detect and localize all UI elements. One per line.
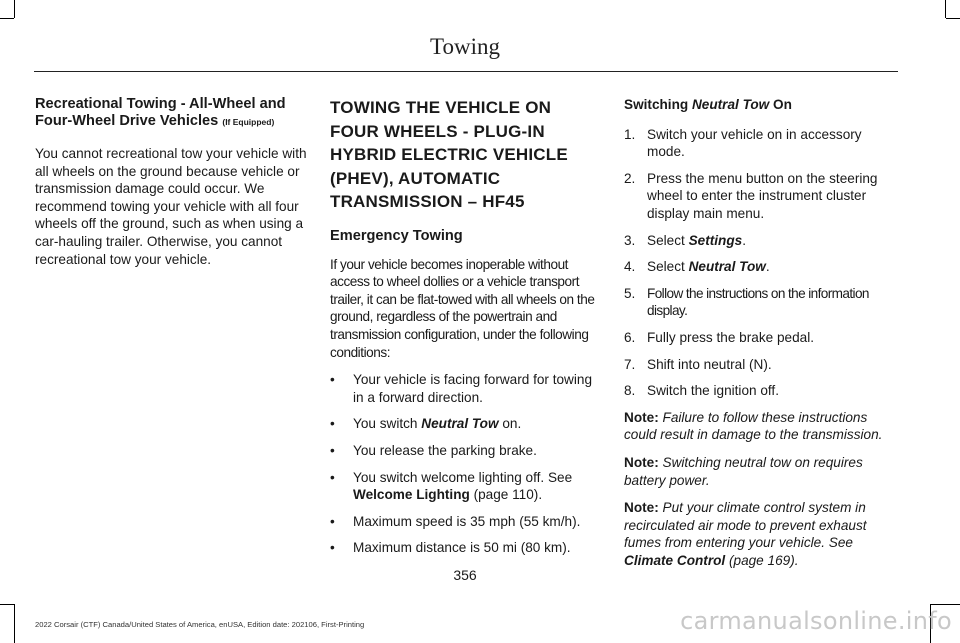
page-header-title: Towing xyxy=(430,34,500,59)
page-reference: (page 169). xyxy=(725,552,799,568)
step-item xyxy=(624,258,896,276)
note-text: Put your climate control system in recirculated air mode to prevent exhaust fumes from entering your vehicle. See xyxy=(624,500,867,551)
list-item-text: Your vehicle is facing forward for towing in a forward direction. xyxy=(353,372,593,405)
step-number: 4. xyxy=(624,259,636,275)
note-text: Switching neutral tow on requires battery power. xyxy=(624,454,863,488)
step-text: Select xyxy=(647,259,689,275)
bullet-icon: • xyxy=(330,540,335,556)
heading-emphasis: Neutral Tow xyxy=(691,97,770,112)
body-paragraph: You cannot recreational tow your vehicle with all wheels on the ground because vehicle or transmission damage could occur. We recommend towing your vehicle with all four wheels off the ground, such as when using a car-hauling trailer. Otherwise, you cannot recreational tow your vehicle. xyxy=(35,146,307,267)
main-heading: TOWING THE VEHICLE ON FOUR WHEELS - PLUG-IN HYBRID ELECTRIC VEHICLE (PHEV), AUTOMATIC TRANSMISSION – HF45 xyxy=(330,98,568,212)
step-item xyxy=(624,126,896,161)
step-number: 3. xyxy=(624,232,636,248)
step-item xyxy=(624,382,896,400)
crop-mark xyxy=(930,604,960,605)
column-left xyxy=(35,96,307,278)
list-item xyxy=(330,513,602,531)
section-heading-text: Recreational Towing - All-Wheel and Four-Wheel Drive Vehicles xyxy=(35,96,286,129)
note-label: Note: xyxy=(624,409,659,425)
bullet-icon: • xyxy=(330,469,335,485)
settings-term: Settings xyxy=(688,232,743,248)
step-number: 7. xyxy=(624,356,636,372)
if-equipped-label: (If Equipped) xyxy=(222,117,275,127)
bullet-icon: • xyxy=(330,513,335,529)
step-number: 1. xyxy=(624,126,636,142)
column-middle xyxy=(330,96,602,566)
crop-mark xyxy=(0,18,14,19)
note-label: Note: xyxy=(624,500,659,516)
subheading-emergency-towing: Emergency Towing xyxy=(330,227,463,244)
step-item xyxy=(624,170,896,223)
list-item-text: You switch welcome lighting off. See xyxy=(353,469,573,485)
page-reference: (page 110). xyxy=(469,487,543,503)
header-divider xyxy=(34,71,898,72)
neutral-tow-term: Neutral Tow xyxy=(688,259,766,275)
watermark: carmanualsonline.info xyxy=(680,607,952,635)
list-item-text: Maximum speed is 35 mph (55 km/h). xyxy=(353,513,581,529)
list-item xyxy=(330,469,602,504)
crop-mark xyxy=(946,18,960,19)
note-paragraph xyxy=(624,454,896,489)
step-text: Follow the instructions on the information display. xyxy=(647,285,869,319)
step-item xyxy=(624,356,896,374)
neutral-tow-term: Neutral Tow xyxy=(421,416,499,432)
edition-footer: 2022 Corsair (CTF) Canada/United States of America, enUSA, Edition date: 202106, First-Printing xyxy=(35,620,365,629)
crop-mark xyxy=(14,604,15,643)
list-item xyxy=(330,371,602,406)
column-right xyxy=(624,96,896,579)
step-text: Fully press the brake pedal. xyxy=(647,329,814,345)
steps-list xyxy=(624,126,896,400)
bullet-icon: • xyxy=(330,416,335,432)
step-item xyxy=(624,285,896,320)
step-text: Shift into neutral (N). xyxy=(647,356,772,372)
crop-mark xyxy=(945,0,946,18)
list-item-text: You switch xyxy=(353,416,422,432)
heading-text: On xyxy=(769,97,792,112)
step-text: . xyxy=(765,259,770,275)
intro-paragraph: If your vehicle becomes inoperable without access to wheel dollies or a vehicle transport trailer, it can be flat-towed with all wheels on the ground, regardless of the powertrain and transmission configuration, under the following conditions: xyxy=(330,256,595,360)
note-label: Note: xyxy=(624,454,659,470)
crop-mark xyxy=(0,604,14,605)
step-number: 8. xyxy=(624,383,636,399)
list-item-text: You release the parking brake. xyxy=(353,442,537,458)
step-number: 2. xyxy=(624,170,636,186)
step-text: Press the menu button on the steering wheel to enter the instrument cluster display main menu. xyxy=(647,170,878,221)
step-text: . xyxy=(742,232,746,248)
step-text: Switch the ignition off. xyxy=(647,383,779,399)
heading-text: Switching xyxy=(624,97,692,112)
conditions-list xyxy=(330,371,602,557)
bullet-icon: • xyxy=(330,372,335,388)
list-item xyxy=(330,539,602,557)
step-item xyxy=(624,329,896,347)
note-paragraph xyxy=(624,499,896,569)
list-item xyxy=(330,442,602,460)
step-number: 5. xyxy=(624,285,636,301)
list-item-text: Maximum distance is 50 mi (80 km). xyxy=(353,540,571,556)
list-item-text: on. xyxy=(498,416,522,432)
crop-mark xyxy=(14,0,15,18)
list-item xyxy=(330,415,602,433)
page-number: 356 xyxy=(453,567,477,583)
step-text: Switch your vehicle on in accessory mode. xyxy=(647,126,862,160)
subheading-switching-neutral-tow xyxy=(624,96,896,114)
bullet-icon: • xyxy=(330,442,335,458)
step-text: Select xyxy=(647,232,689,248)
note-paragraph xyxy=(624,409,896,444)
climate-control-link[interactable]: Climate Control xyxy=(624,552,726,568)
note-text: Failure to follow these instructions could result in damage to the transmission. xyxy=(624,409,883,443)
step-item xyxy=(624,232,896,250)
section-heading xyxy=(35,96,307,131)
welcome-lighting-link[interactable]: Welcome Lighting xyxy=(353,487,470,503)
step-number: 6. xyxy=(624,329,636,345)
